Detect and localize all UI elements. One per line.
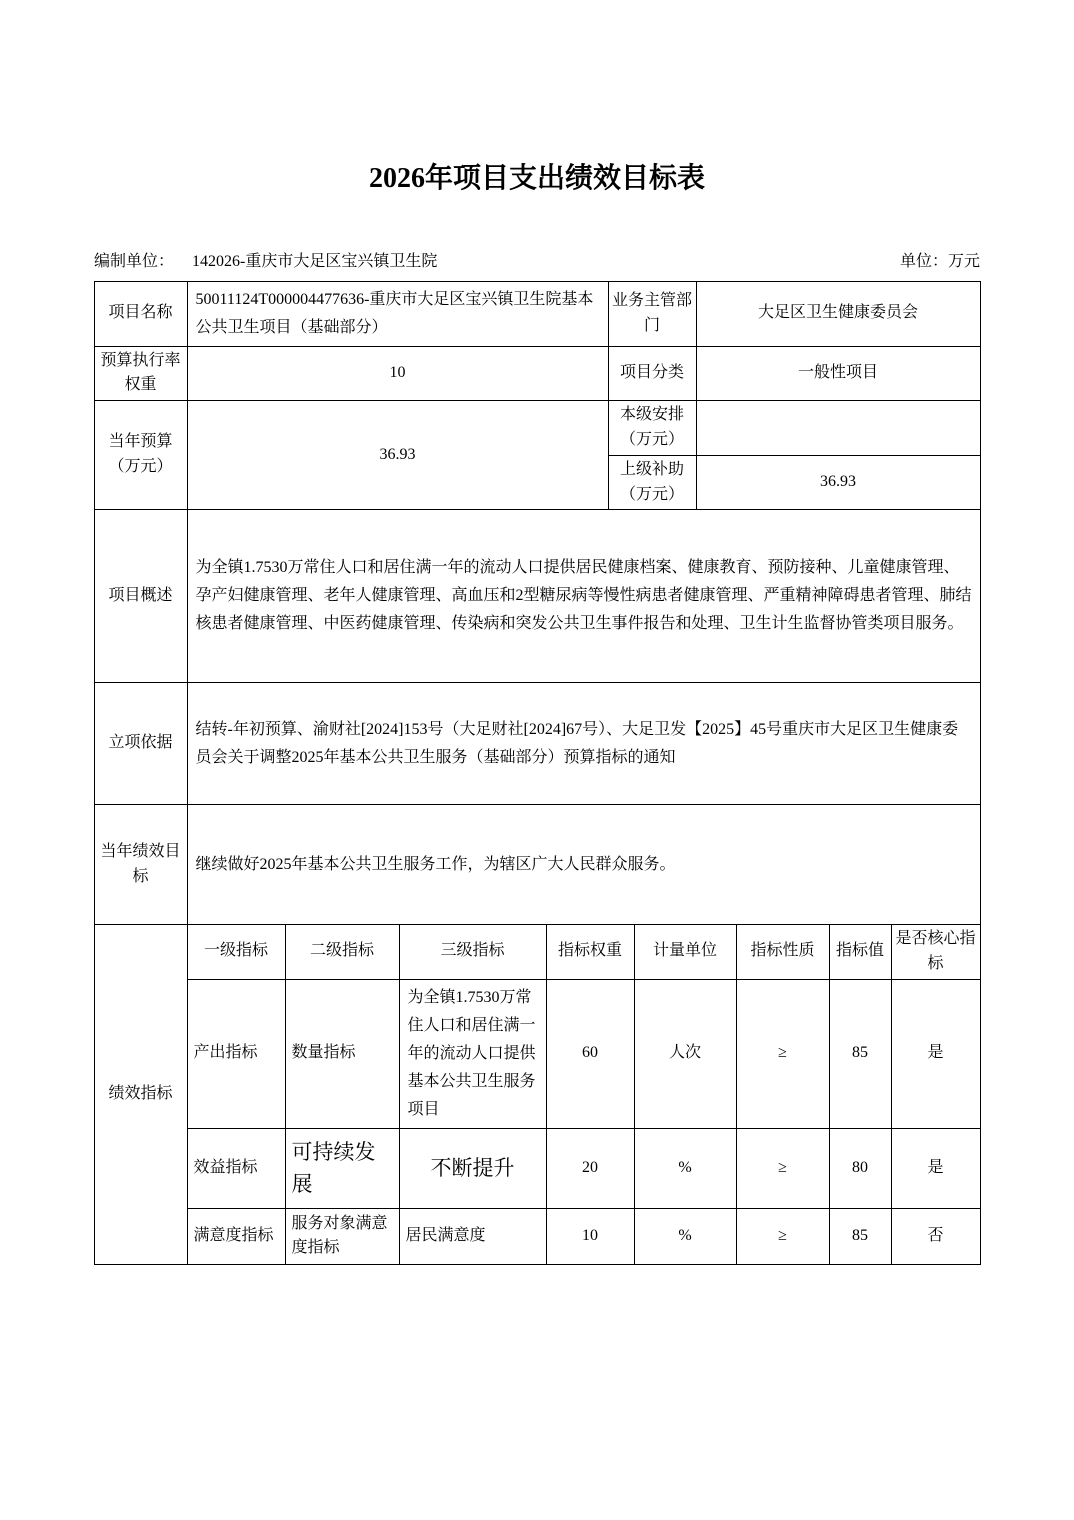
basis-value: 结转-年初预算、渝财社[2024]153号（大足财社[2024]67号）、大足卫发【2025】45号重庆市大足区卫生健康委员会关于调整2025年基本公共卫生服务（基础部分）预算指标的通知 — [187, 683, 980, 805]
table-row — [94, 346, 980, 401]
project-info-table — [94, 281, 981, 926]
prep-unit-value: 142026-重庆市大足区宝兴镇卫生院 — [192, 252, 438, 270]
header-core: 是否核心指标 — [891, 924, 980, 979]
overview-value: 为全镇1.7530万常住人口和居住满一年的流动人口提供居民健康档案、健康教育、预防接种、儿童健康管理、孕产妇健康管理、老年人健康管理、高血压和2型糖尿病等慢性病患者健康管理、严重精神障碍患者管理、肺结核患者健康管理、中医药健康管理、传染病和突发公共卫生事件报告和处理、卫生计生监督协管类项目服务。 — [187, 510, 980, 683]
indicator-row-satisfaction — [94, 1208, 980, 1264]
indicator-level2: 服务对象满意度指标 — [285, 1208, 399, 1264]
indicator-core: 是 — [891, 979, 980, 1128]
indicator-level1: 产出指标 — [187, 979, 285, 1128]
indicator-core: 否 — [891, 1208, 980, 1264]
table-row — [94, 510, 980, 683]
project-name-label: 项目名称 — [94, 281, 187, 346]
indicator-unit: % — [634, 1208, 736, 1264]
indicator-core: 是 — [891, 1128, 980, 1208]
indicator-weight: 10 — [546, 1208, 634, 1264]
indicator-value: 80 — [829, 1128, 891, 1208]
indicator-unit: % — [634, 1128, 736, 1208]
indicators-section-label: 绩效指标 — [94, 924, 187, 1264]
budget-rate-label: 预算执行率权重 — [94, 346, 187, 401]
indicator-weight: 60 — [546, 979, 634, 1128]
prep-unit-label: 编制单位： — [94, 252, 175, 270]
indicators-table — [94, 924, 981, 1265]
header-value: 指标值 — [829, 924, 891, 979]
upper-subsidy-value: 36.93 — [696, 455, 980, 510]
header-level1: 一级指标 — [187, 924, 285, 979]
indicator-level3: 为全镇1.7530万常住人口和居住满一年的流动人口提供基本公共卫生服务项目 — [399, 979, 546, 1128]
goal-label: 当年绩效目标 — [94, 805, 187, 925]
indicator-value: 85 — [829, 1208, 891, 1264]
page-title: 2026年项目支出绩效目标表 — [368, 163, 705, 194]
table-row — [94, 401, 980, 456]
indicator-nature: ≥ — [736, 1208, 829, 1264]
indicator-weight: 20 — [546, 1128, 634, 1208]
goal-value: 继续做好2025年基本公共卫生服务工作，为辖区广大人民群众服务。 — [187, 805, 980, 925]
basis-label: 立项依据 — [94, 683, 187, 805]
header-unit: 计量单位 — [634, 924, 736, 979]
project-name-value: 50011124T000004477636-重庆市大足区宝兴镇卫生院基本公共卫生项目（基础部分） — [187, 281, 608, 346]
dept-value: 大足区卫生健康委员会 — [696, 281, 980, 346]
header-nature: 指标性质 — [736, 924, 829, 979]
indicator-level2: 数量指标 — [285, 979, 399, 1128]
table-row — [94, 805, 980, 925]
indicator-value: 85 — [829, 979, 891, 1128]
year-budget-label: 当年预算（万元） — [94, 401, 187, 510]
indicator-level3: 居民满意度 — [399, 1208, 546, 1264]
header-level2: 二级指标 — [285, 924, 399, 979]
table-row — [94, 281, 980, 346]
header-level3: 三级指标 — [399, 924, 546, 979]
indicator-row-output — [94, 979, 980, 1128]
indicator-nature: ≥ — [736, 1128, 829, 1208]
indicator-level3: 不断提升 — [399, 1128, 546, 1208]
indicator-nature: ≥ — [736, 979, 829, 1128]
local-arrange-label: 本级安排（万元） — [608, 401, 696, 456]
indicator-level2: 可持续发展 — [285, 1128, 399, 1208]
upper-subsidy-label: 上级补助（万元） — [608, 455, 696, 510]
indicators-header-row — [94, 924, 980, 979]
indicator-level1: 效益指标 — [187, 1128, 285, 1208]
category-value: 一般性项目 — [696, 346, 980, 401]
indicator-level1: 满意度指标 — [187, 1208, 285, 1264]
prep-unit — [94, 248, 437, 271]
year-budget-value: 36.93 — [187, 401, 608, 510]
indicator-row-benefit — [94, 1128, 980, 1208]
header-weight: 指标权重 — [546, 924, 634, 979]
meta-row — [94, 248, 980, 271]
indicator-unit: 人次 — [634, 979, 736, 1128]
table-row — [94, 683, 980, 805]
budget-rate-value: 10 — [187, 346, 608, 401]
unit-label: 单位：万元 — [899, 252, 980, 270]
local-arrange-value — [696, 401, 980, 456]
category-label: 项目分类 — [608, 346, 696, 401]
dept-label: 业务主管部门 — [608, 281, 696, 346]
overview-label: 项目概述 — [94, 510, 187, 683]
